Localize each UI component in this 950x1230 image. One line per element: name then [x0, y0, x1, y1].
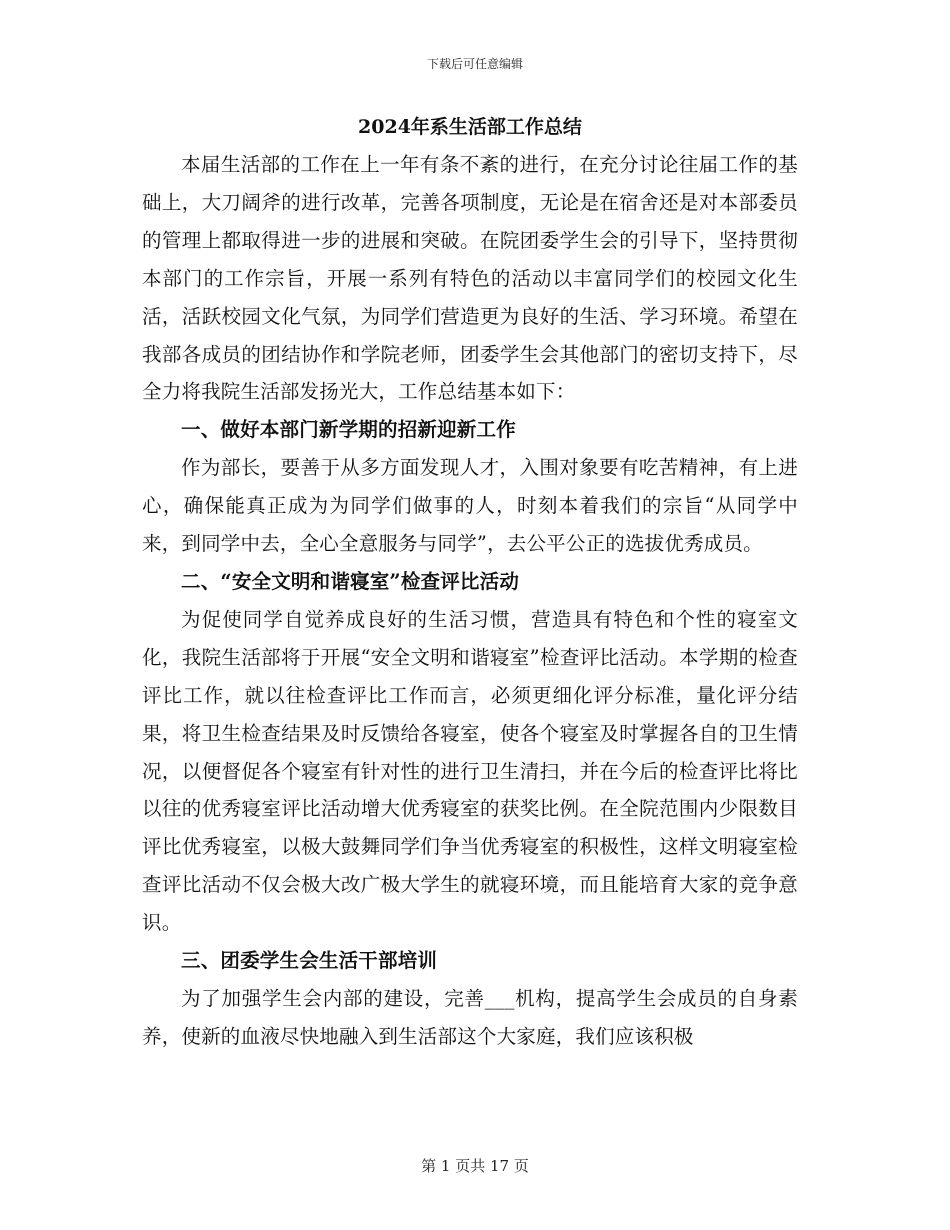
intro-paragraph: 本届生活部的工作在上一年有条不紊的进行，在充分讨论往届工作的基础上，大刀阔斧的进行改革，完善各项制度，无论是在宿舍还是对本部委员的管理上都取得进一步的进展和突破。在院团委学生会的引导下，坚持贯彻本部门的工作宗旨，开展一系列有特色的活动以丰富同学们的校园文化生活，活跃校园文化气氛，为同学们营造更为良好的生活、学习环境。希望在我部各成员的团结协作和学院老师，团委学生会其他部门的密切支持下，尽全力将我院生活部发扬光大，工作总结基本如下：	[142, 153, 798, 404]
section-heading-1: 一、做好本部门新学期的招新迎新工作	[181, 418, 516, 442]
section-body-2: 为促使同学自觉养成良好的生活习惯，营造具有特色和个性的寝室文化，我院生活部将于开展“安全文明和谐寝室”检查评比活动。本学期的检查评比工作，就以往检查评比工作而言，必须更细化评分标准，量化评分结果，将卫生检查结果及时反馈给各寝室，使各个寝室及时掌握各自的卫生情况，以便督促各个寝室有针对性的进行卫生清扫，并在今后的检查评比将比以往的优秀寝室评比活动增大优秀寝室的获奖比例。在全院范围内少限数目评比优秀寝室，以极大鼓舞同学们争当优秀寝室的积极性，这样文明寝室检查评比活动不仅会极大改广极大学生的就寝环境，而且能培育大家的竞争意识。	[142, 607, 798, 935]
page-number-footer: 第 1 页共 17 页	[421, 1157, 529, 1175]
document-title: 2024年系生活部工作总结	[358, 116, 582, 138]
section-heading-3: 三、团委学生会生活干部培训	[181, 949, 438, 973]
document-body	[142, 108, 798, 1056]
section-body-1: 作为部长，要善于从多方面发现人才，入围对象要有吃苦精神，有上进心，确保能真正成为为同学们做事的人，时刻本着我们的宗旨“从同学中来，到同学中去，全心全意服务与同学”，去公平公正的选拔优秀成员。	[142, 456, 798, 556]
section-body-3: 为了加强学生会内部的建设，完善___机构，提高学生会成员的自身素养，使新的血液尽快地融入到生活部这个大家庭，我们应该积极	[142, 986, 798, 1048]
header-note: 下载后可任意编辑	[426, 57, 523, 71]
section-heading-2: 二、“安全文明和谐寝室”检查评比活动	[181, 569, 520, 593]
